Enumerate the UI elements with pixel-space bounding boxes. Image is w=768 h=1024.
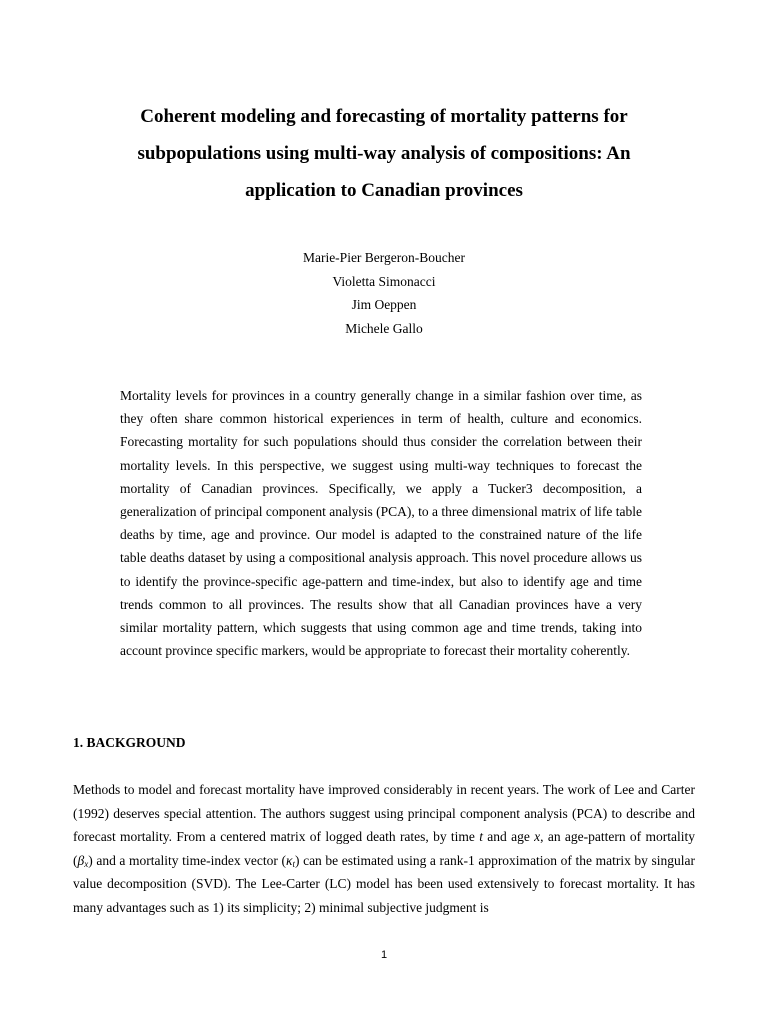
symbol-beta: β (77, 852, 85, 868)
author-name: Michele Gallo (345, 320, 423, 336)
paragraph-text: Methods to model and forecast mortality have improved considerably in recent years. The work of Lee and Carter (1992) deserves special attention. The authors suggest using principal component analysis (PCA) to describe and forecast mortality. From a centered matrix of logged death rates, by time (73, 782, 695, 845)
author-name: Marie-Pier Bergeron-Boucher (302, 250, 466, 265)
abstract: Mortality levels for provinces in a country generally change in a similar fashion over time, as they often share common historical experiences in term of health, culture and economics. Forecasting mortality for such populations should thus consider the correlation between their mortality levels. In this perspective, we suggest using multi-way techniques to forecast the mortality of Canadian provinces. Specifically, we apply a Tucker3 decomposition, a generalization of principal component analysis (PCA), to a three dimensional matrix of life table deaths by time, age and province. Our model is adapted to the constrained nature of the life table deaths dataset by using a compositional analysis approach. This novel procedure allows us to identify the province-specific age-pattern and time-index, but also to identify age and time trends common to all provinces. The results show that all Canadian provinces have a very similar mortality pattern, which suggests that using common age and time trends, taking into account province specific markers, would be appropriate to forecast their mortality coherently. (120, 388, 642, 659)
author-name: Violetta Simonacci (332, 273, 436, 289)
variable-x: x (534, 829, 541, 845)
paragraph-text: ) and a mortality time-index vector ( (88, 852, 286, 868)
subscript-t: t (292, 858, 295, 869)
paper-title: Coherent modeling and forecasting of mortality patterns for subpopulations using multi-way analysis of compositions: An application to Canadian provinces (137, 106, 631, 201)
paragraph-text: and age (483, 829, 535, 845)
body-paragraph (73, 778, 695, 920)
section-heading: 1. BACKGROUND (73, 735, 186, 750)
author-list (184, 246, 584, 340)
paragraph-text: ) can be estimated using a rank-1 approximation of the matrix by singular value decomposition (SVD). The Lee-Carter (LC) model has been used extensively to forecast mortality. It has many advantages such as 1) its simplicity; 2) minimal subjective judgment is (73, 852, 695, 915)
page-number: 1 (380, 949, 388, 961)
subscript-x: x (84, 858, 89, 869)
symbol-kappa: κ (285, 852, 293, 868)
paragraph-text: , an age-pattern of mortality ( (73, 829, 695, 868)
variable-t: t (479, 829, 483, 845)
author-name: Jim Oeppen (351, 297, 417, 312)
